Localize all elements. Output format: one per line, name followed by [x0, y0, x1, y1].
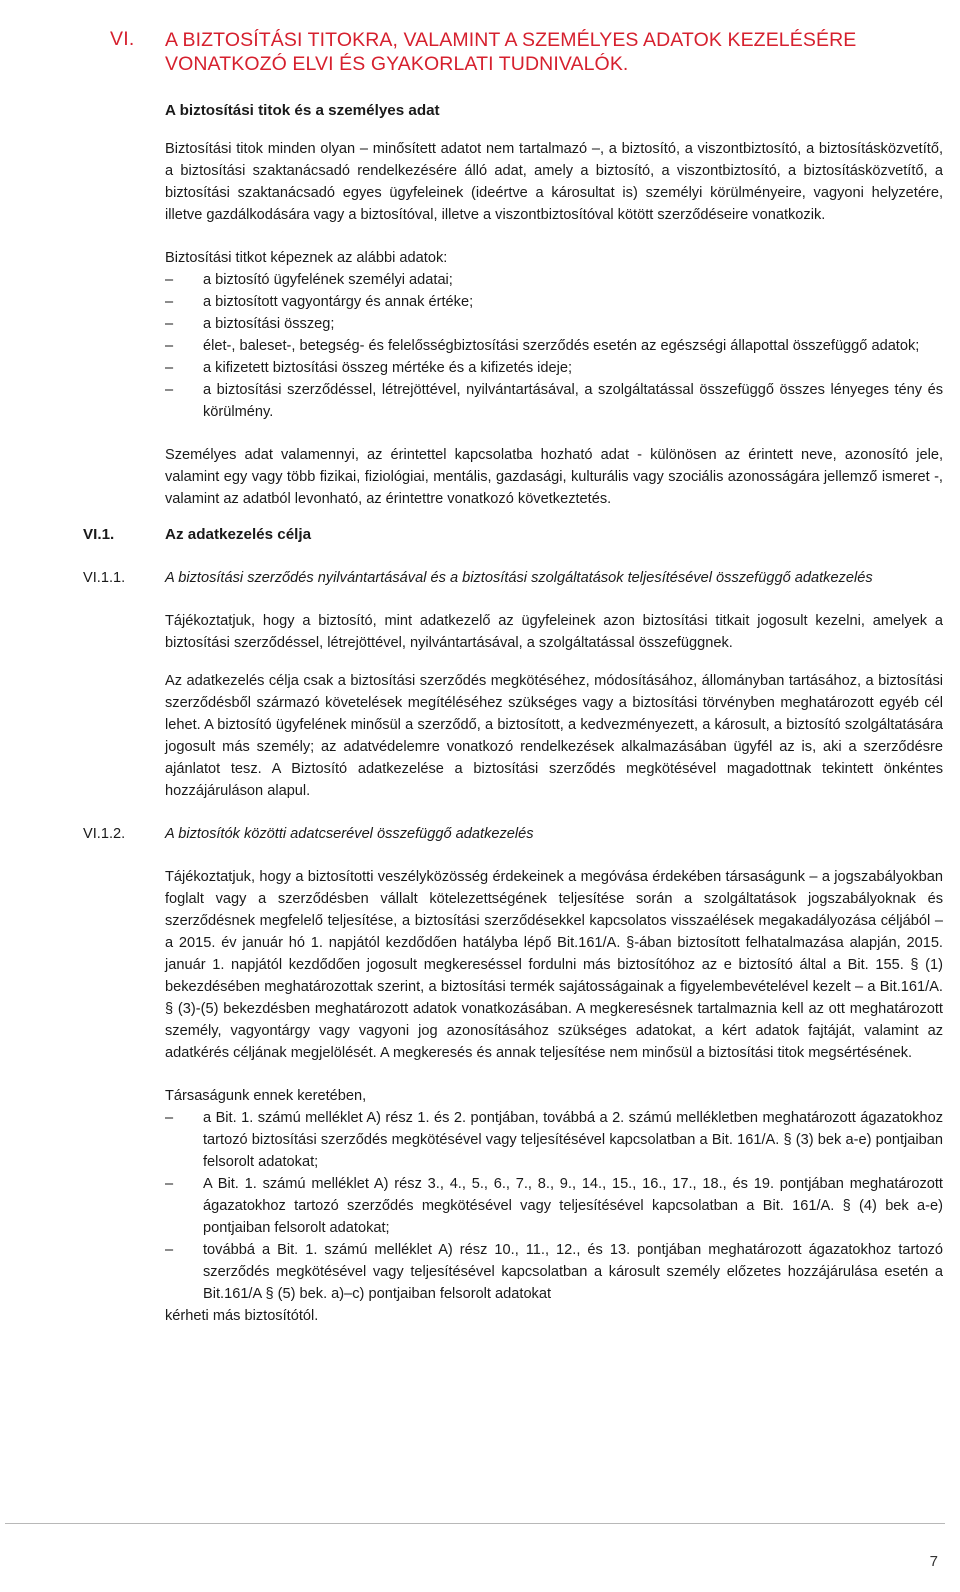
vi11-paragraph-1: Tájékoztatjuk, hogy a biztosító, mint adatkezelő az ügyfeleinek azon biztosítási titkait jogosult kezelni, amelyek a biztosítási szerződéssel, létrejöttével, nyilvántartásával, a szolgáltatással összefüggnek.	[165, 613, 943, 651]
subsection-vi11	[83, 567, 943, 589]
list-item: – A Bit. 1. számú melléklet A) rész 3., 4., 5., 6., 7., 8., 9., 14., 15., 16., 17., 18., és 19. pontjában meghatározott ágazatokhoz tartozó szerződés megkötésével vagy teljesítésével kapcsolatban a Bit. 161/A. § (4) bek a-e) pontjaiban felsorolt adatokat;	[165, 1173, 943, 1239]
page-number: 7	[929, 1553, 938, 1570]
list-item: – a biztosítási összeg;	[165, 313, 943, 335]
vi11-paragraph-2: Az adatkezelés célja csak a biztosítási szerződés megkötéséhez, módosításához, állományban tartásához, a biztosítási szerződésből származó követelések megítéléséhez szükséges vagy a biztosítási törvényben meghatározott egyéb cél lehet. A biztosító ügyfelének minősül a szerződő, a biztosított, a kedvezményezett, a károsult, a biztosító szolgáltatására jogosult más személy; az adatvédelemre vonatkozó rendelkezések alkalmazásában ügyfél az is, aki a szerződésre ajánlatot tesz. A Biztosító adatkezelése a biztosítási szerződés megkötésével magadottnak tekintett önkéntes hozzájáruláson alapul.	[165, 673, 943, 799]
subsection-number: VI.1.2.	[83, 826, 126, 842]
list-item: – a kifizetett biztosítási összeg mértéke és a kifizetés ideje;	[165, 357, 943, 379]
list-item: – a biztosított vagyontárgy és annak értéke;	[165, 291, 943, 313]
vi12-paragraph-1: Tájékoztatjuk, hogy a biztosítotti veszélyközösség érdekeinek a megóvása érdekében társaságunk – a jogszabályokban foglalt vagy a szerződésben vállalt kötelezettségének teljesítése során a szolgáltatások jogszabályoknak és szerződésnek megfelelő teljesítése, a biztosítási szerződésekkel kapcsolatos visszaélések megakadályozása céljából – a 2015. év január hó 1. napjától kezdődően hatályba lépő Bit.161/A. §-ában biztosított felhatalmazása alapján, 2015. január 1. napjától kezdődően jogosult megkereséssel fordulni más biztosítóhoz az e biztosító által a Bit. 155. § (1) bekezdésében meghatározottak szerint, a biztosítási termék sajátosságainak a figyelembevételével kezelt – a Bit.161/A. § (3)-(5) bekezdésben meghatározott adatok vonatkozásában. A megkeresésnek tartalmaznia kell az ott meghatározott személy, vagyontárgy vagy vagyoni jog azonosításához szükséges adatokat, a kért adatok fajtáját, valamint az adatkérés céljának megjelölését. A megkeresés és annak teljesítése nem minősül a biztosítási titok megsértésének.	[165, 869, 943, 1061]
intro-paragraph-2: Személyes adat valamennyi, az érintettel kapcsolatba hozható adat - különösen az érintett neve, azonosító jele, valamint egy vagy több fizikai, fiziológiai, mentális, gazdasági, kulturális vagy szociális azonosságára jellemző ismeret -, valamint az adatból levonható, az érintettre vonatkozó következtetés.	[165, 447, 943, 507]
intro-paragraph-1: Biztosítási titok minden olyan – minősített adatot nem tartalmazó –, a biztosító, a viszontbiztosító, a biztosításközvetítő, a biztosítási szaktanácsadó rendelkezésére álló adat, amely a biztosító, a viszontbiztosító, a biztosításközvetítő, a biztosítási szaktanácsadó egyes ügyfeleinek (ideértve a károsultat is) személyi körülményeire, vagyoni helyzetére, illetve gazdálkodására vagy a biztosítóval, illetve a viszontbiztosítóval kötött szerződéseire vonatkozik.	[165, 141, 943, 223]
intro-heading: A biztosítási titok és a személyes adat	[165, 102, 440, 119]
subsection-number: VI.1.	[83, 526, 115, 543]
subsection-vi1	[83, 524, 943, 546]
vi12-list	[165, 1107, 943, 1305]
titok-list-intro: Biztosítási titkot képeznek az alábbi adatok:	[165, 250, 448, 266]
section-number: VI.	[110, 28, 135, 50]
subsection-vi12	[83, 823, 943, 845]
list-item: – élet-, baleset-, betegség- és felelősségbiztosítási szerződés esetén az egészségi állapottal összefüggő adatok;	[165, 335, 943, 357]
document-body	[83, 100, 943, 1327]
subsection-title: A biztosítási szerződés nyilvántartásával és a biztosítási szolgáltatások teljesítésével összefüggő adatkezelés	[165, 570, 873, 586]
subsection-title: Az adatkezelés célja	[165, 526, 312, 543]
list-item: – továbbá a Bit. 1. számú melléklet A) rész 10., 11., 12., és 13. pontjában meghatározott ágazatokhoz tartozó szerződés megkötésével vagy teljesítésével kapcsolatban a károsult személy előzetes hozzájárulása esetén a Bit.161/A § (5) bek. a)–c) pontjaiban felsorolt adatokat	[165, 1239, 943, 1305]
subsection-title: A biztosítók közötti adatcserével összefüggő adatkezelés	[165, 826, 534, 842]
list-item: – a biztosítási szerződéssel, létrejöttével, nyilvántartásával, a szolgáltatással összefüggő összes lényeges tény és körülmény.	[165, 379, 943, 423]
vi12-closing: kérheti más biztosítótól.	[165, 1308, 319, 1324]
list-item: – a Bit. 1. számú melléklet A) rész 1. és 2. pontjában, továbbá a 2. számú mellékletben meghatározott ágazatokhoz tartozó biztosítási szerződés megkötésével vagy teljesítésével kapcsolatban a Bit. 161/A. § (3) bek a-e) pontjaiban felsorolt adatokat;	[165, 1107, 943, 1173]
section-title: A BIZTOSÍTÁSI TITOKRA, VALAMINT A SZEMÉLYES ADATOK KEZELÉSÉRE VONATKOZÓ ELVI ÉS GYAKORLATI TUDNIVALÓK.	[165, 29, 857, 75]
footer-divider	[5, 1523, 945, 1524]
vi12-list-intro: Társaságunk ennek keretében,	[165, 1088, 367, 1104]
titok-list	[165, 269, 943, 423]
list-item: – a biztosító ügyfelének személyi adatai;	[165, 269, 943, 291]
subsection-number: VI.1.1.	[83, 570, 126, 586]
